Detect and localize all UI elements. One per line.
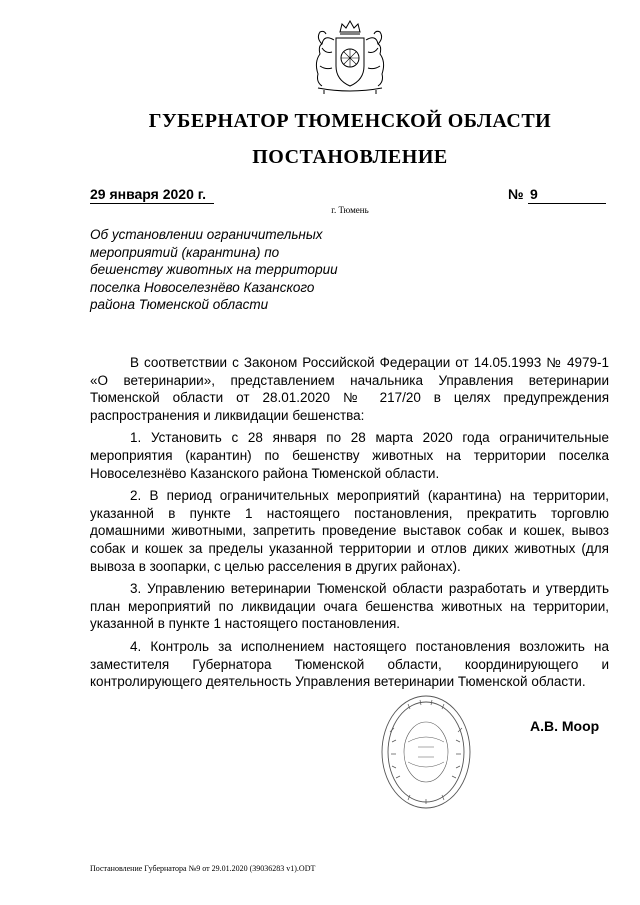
clause-paragraph: 2. В период ограничительных мероприятий (карантина) на территории, указанной в пункте 1 настоящего постановления, прекратить торговлю домашними животными, запретить проведение выставок собак и кошек, вывоз собак и кошек за пределы указанной территории и отлов диких животных (для вывоза в зоопарки, с целью расселения в других районах). <box>90 488 609 574</box>
document-number: 9 <box>528 186 606 204</box>
subject-line: бешенству животных на территории <box>90 262 338 278</box>
clause-paragraph: 3. Управлению ветеринарии Тюменской области разработать и утвердить план мероприятий по ликвидации очага бешенства животных на территории, указанной в пункте 1 настоящего постановления. <box>90 581 609 632</box>
document-body <box>90 354 609 696</box>
document-subject <box>90 226 380 314</box>
tyumen-region-coat-of-arms-icon <box>300 18 400 96</box>
document-city: г. Тюмень <box>331 205 369 215</box>
document-date: 29 января 2020 г. <box>90 186 214 204</box>
stamp-seal-icon <box>378 692 474 812</box>
subject-line: Об установлении ограничительных <box>90 227 323 242</box>
clause-paragraph: 4. Контроль за исполнением настоящего постановления возложить на заместителя Губернатора Тюменской области, координирующего и контролирующего деятельность Управления ветеринарии Тюменской области. <box>90 638 609 690</box>
subject-line: мероприятий (карантина) по <box>90 244 280 260</box>
clause-paragraph: 1. Установить с 28 января по 28 марта 2020 года ограничительные мероприятия (карантин) по бешенству животных на территории поселка Новоселезнёво Казанского района Тюменской области. <box>90 430 609 481</box>
signer-name: А.В. Моор <box>530 718 600 734</box>
footer-file-reference: Постановление Губернатора №9 от 29.01.2020 (39036283 v1).ODT <box>90 864 316 873</box>
issuer-title: ГУБЕРНАТОР ТЮМЕНСКОЙ ОБЛАСТИ <box>148 110 552 132</box>
subject-line: поселка Новоселезнёво Казанского <box>90 279 315 295</box>
document-number-label: № <box>508 186 524 202</box>
document-type-title: ПОСТАНОВЛЕНИЕ <box>252 146 448 168</box>
subject-line: района Тюменской области <box>90 297 269 313</box>
preamble-paragraph: В соответствии с Законом Российской Федерации от 14.05.1993 № 4979-1 «О ветеринарии», представлением начальника Управления ветеринарии Тюменской области от 28.01.2020 № 217/20 в целях предупреждения распространения и ликвидации бешенства: <box>90 355 609 423</box>
